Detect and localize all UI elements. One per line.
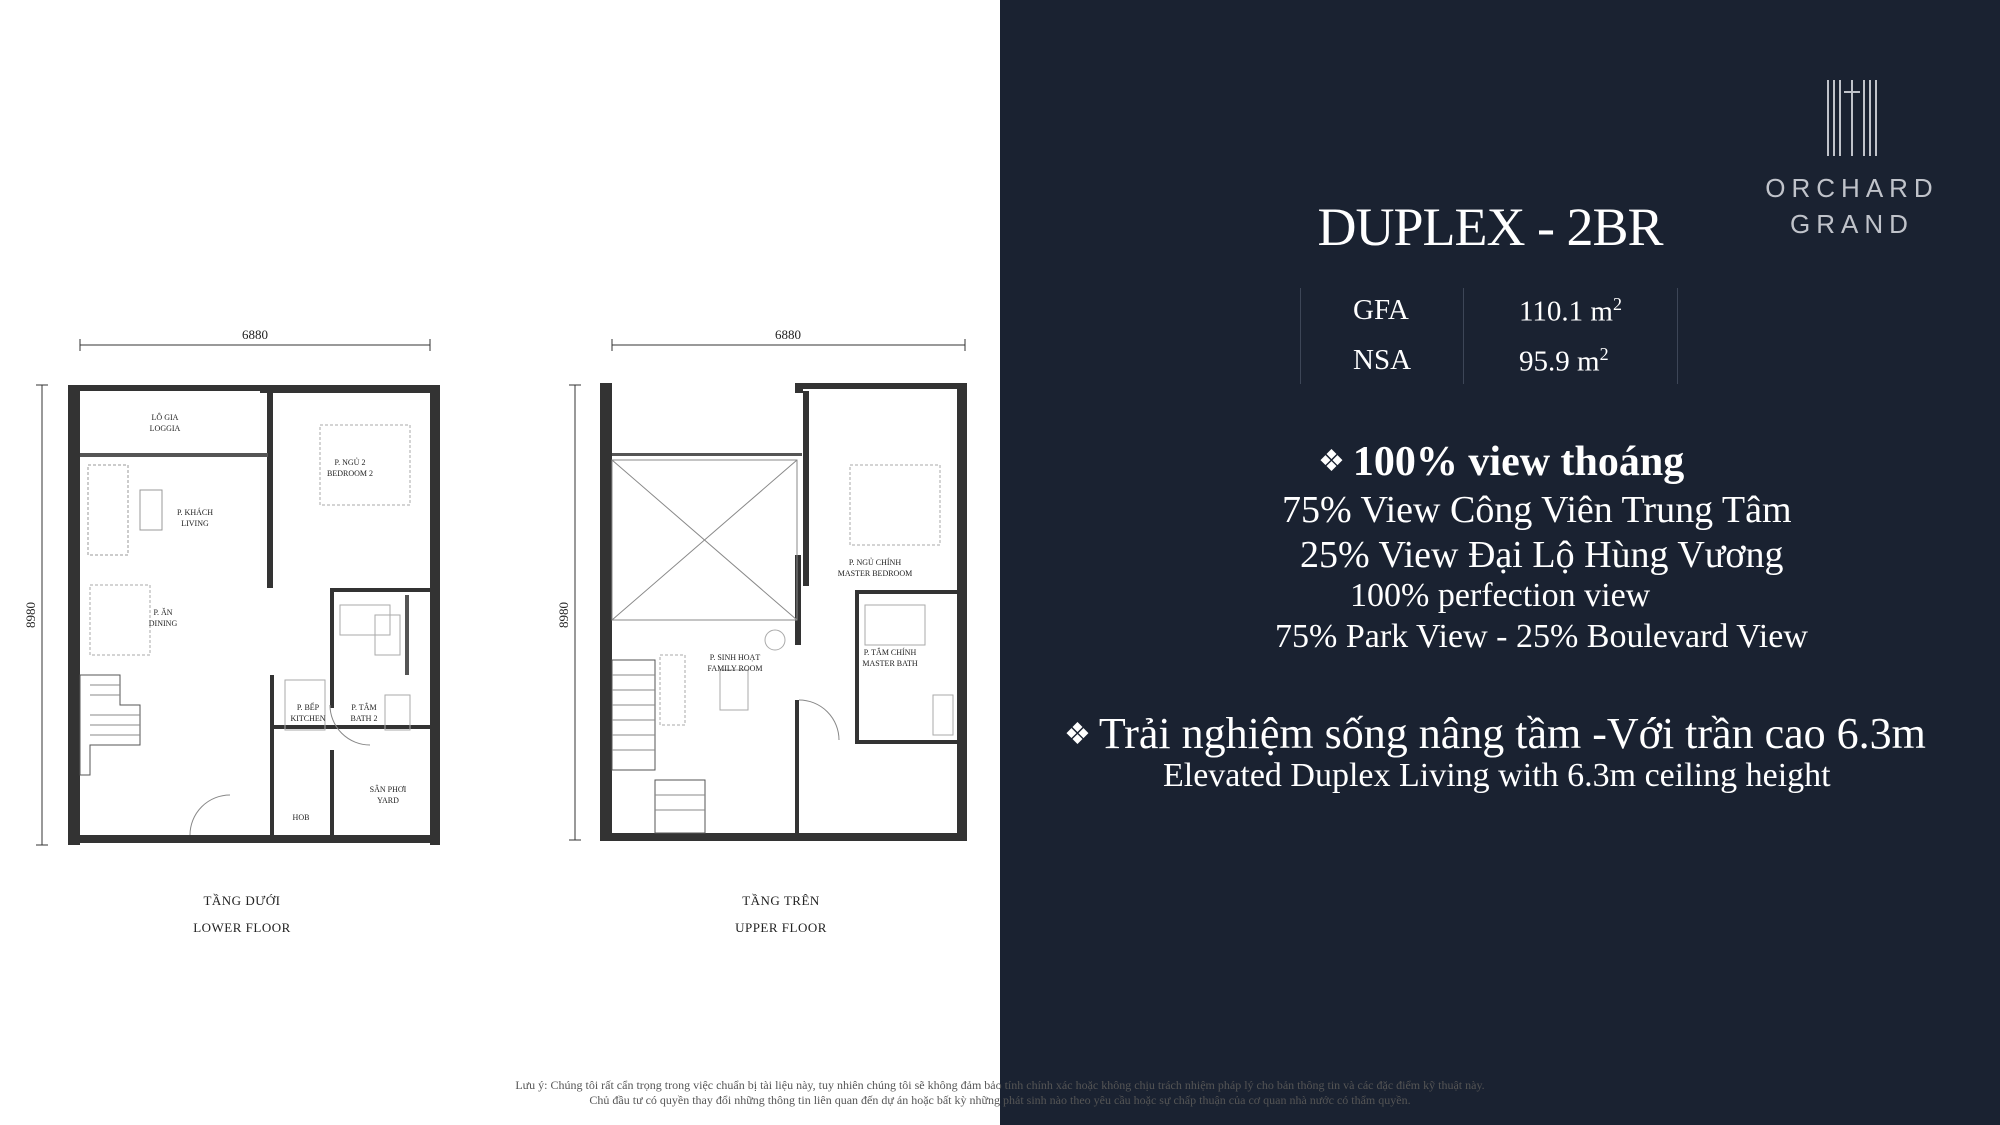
- upper-floor-caption: [681, 893, 881, 947]
- diamond-bullet-icon: ❖: [1318, 445, 1345, 478]
- bullet-ceiling-text: Trải nghiệm sống nâng tầm -Với trần cao 6.3m: [1098, 709, 1926, 758]
- lower-label-14: HOB: [292, 813, 310, 822]
- lower-caption-vi: TẦNG DƯỚI: [203, 893, 281, 908]
- lower-label-1: LOGGIA: [149, 424, 181, 433]
- upper-label-1: MASTER BEDROOM: [837, 569, 913, 578]
- view-line-2: 25% View Đại Lộ Hùng Vương: [1300, 534, 1784, 576]
- upper-width-dim: 6880: [775, 327, 801, 342]
- view-line-1: 75% View Công Viên Trung Tâm: [1282, 489, 1792, 531]
- lower-label-3: BEDROOM 2: [326, 469, 374, 478]
- lower-label-4: P. KHÁCH: [176, 508, 214, 517]
- logo-mark-icon: [1822, 78, 1882, 158]
- lower-label-6: P. ĂN: [153, 608, 173, 617]
- upper-label-2: P. SINH HOẠT: [709, 653, 761, 662]
- lower-label-10: P. TẮM: [351, 703, 377, 712]
- lower-floor-plan: [23, 325, 450, 855]
- lower-width-dim: 6880: [242, 327, 268, 342]
- orchard-grand-logo: [1752, 78, 1952, 242]
- upper-caption-vi: TẦNG TRÊN: [742, 893, 820, 908]
- lower-label-5: LIVING: [181, 519, 209, 528]
- area-label: NSA: [1353, 344, 1412, 376]
- diamond-bullet-icon: ❖: [1064, 718, 1091, 751]
- area-row-gfa: [1301, 288, 1677, 336]
- lower-label-8: P. BẾP: [296, 703, 320, 712]
- upper-floor-plan: [555, 325, 975, 855]
- area-row-nsa: [1301, 338, 1677, 386]
- bullet-view: [1318, 438, 1684, 486]
- lower-floor-caption: [142, 893, 342, 947]
- disclaimer-line-2: Chủ đầu tư có quyền thay đổi những thông tin liên quan đến dự án hoặc bất kỳ những phát sinh nào theo yêu cầu hoặc sự chấp thuận của cơ quan nhà nước có thẩm quyền.: [589, 1093, 1411, 1107]
- view-line-4: 75% Park View - 25% Boulevard View: [1275, 618, 1808, 655]
- upper-label-3: FAMILY ROOM: [707, 664, 763, 673]
- logo-line-grand: GRAND: [1790, 209, 1914, 239]
- lower-label-2: P. NGỦ 2: [334, 458, 366, 467]
- lower-label-7: DINING: [148, 619, 178, 628]
- lower-label-0: LÔ GIA: [151, 413, 179, 422]
- lower-label-12: SÂN PHƠI: [369, 785, 407, 794]
- lower-label-9: KITCHEN: [290, 714, 326, 723]
- disclaimer: [380, 1078, 1620, 1108]
- upper-label-4: P. TẮM CHÍNH: [863, 648, 917, 657]
- area-label: GFA: [1353, 294, 1409, 326]
- ceiling-line-en: Elevated Duplex Living with 6.3m ceiling height: [1163, 757, 1831, 794]
- lower-label-13: YARD: [377, 796, 399, 805]
- area-value: 95.9 $m^2$: [1519, 344, 1609, 378]
- upper-caption-en: UPPER FLOOR: [735, 920, 827, 935]
- bullet-view-text: 100% view thoáng: [1352, 439, 1685, 485]
- area-value: 110.1 $m^2$: [1519, 294, 1622, 328]
- logo-line-orchard: ORCHARD: [1765, 173, 1939, 203]
- bullet-ceiling: [1064, 708, 1926, 759]
- lower-label-11: BATH 2: [350, 714, 378, 723]
- upper-label-0: P. NGỦ CHÍNH: [848, 558, 902, 567]
- upper-height-dim: 8980: [556, 602, 571, 628]
- upper-label-5: MASTER BATH: [862, 659, 918, 668]
- lower-height-dim: 8980: [23, 602, 38, 628]
- area-table: [1300, 288, 1678, 384]
- page-title: DUPLEX - 2BR: [1317, 197, 1663, 257]
- disclaimer-line-1: Lưu ý: Chúng tôi rất cẩn trọng trong việc chuẩn bị tài liệu này, tuy nhiên chúng tôi sẽ không đảm bảo tính chính xác hoặc không chịu trách nhiệm pháp lý cho bản thông tin và các đặc điểm kỹ thuật này.: [515, 1078, 1485, 1092]
- lower-caption-en: LOWER FLOOR: [193, 920, 291, 935]
- view-line-3: 100% perfection view: [1350, 577, 1651, 614]
